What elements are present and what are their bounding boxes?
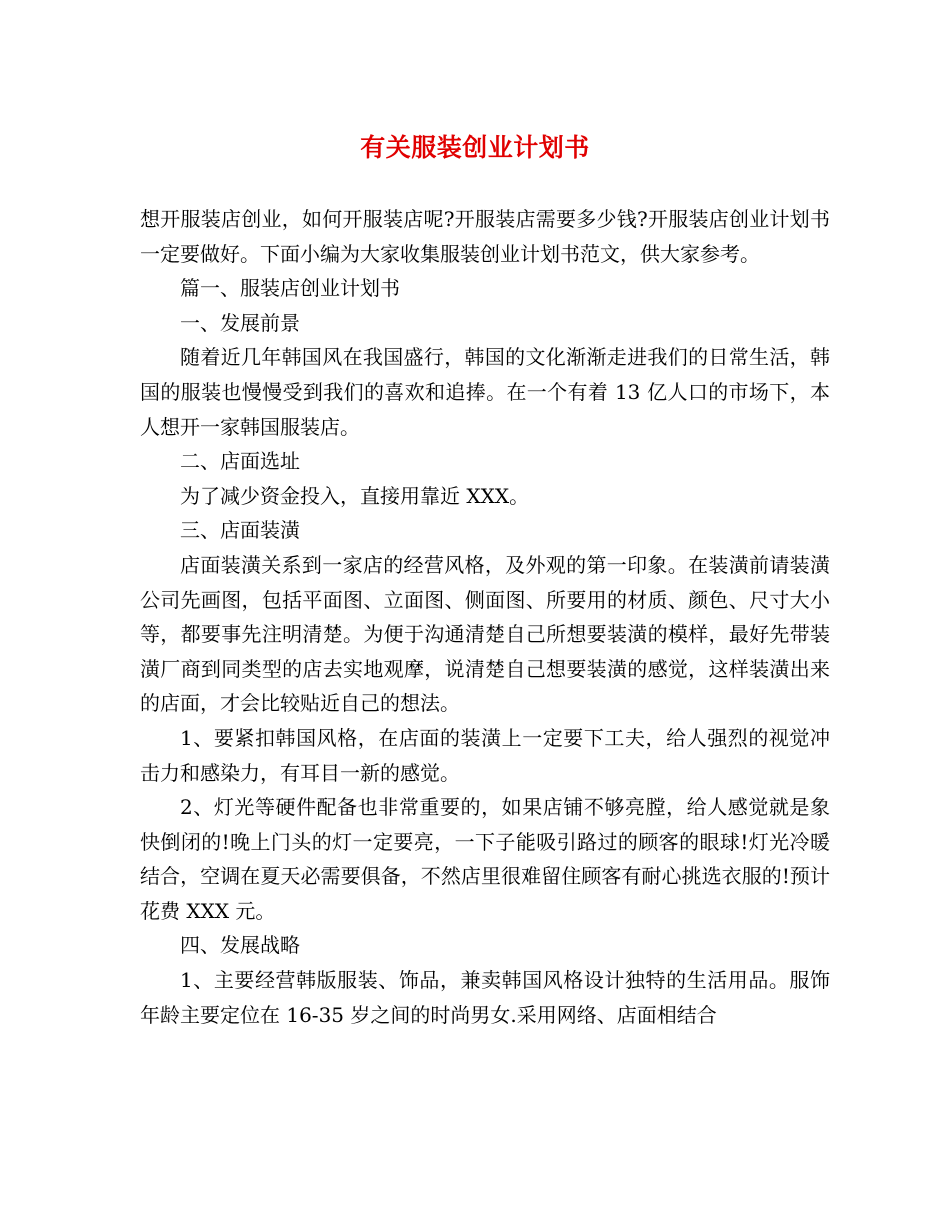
paragraph: 1、主要经营韩版服装、饰品，兼卖韩国风格设计独特的生活用品。服饰年龄主要定位在 16-35 岁之间的时尚男女.采用网络、店面相结合 — [140, 968, 830, 1027]
paragraph: 四、发展战略 — [180, 933, 300, 958]
paragraph: 想开服装店创业，如何开服装店呢?开服装店需要多少钱?开服装店创业计划书一定要做好。下面小编为大家收集服装创业计划书范文，供大家参考。 — [140, 207, 830, 266]
paragraph: 2、灯光等硬件配备也非常重要的，如果店铺不够亮膛，给人感觉就是象快倒闭的!晚上门头的灯一定要亮，一下子能吸引路过的顾客的眼球!灯光冷暖结合，空调在夏天必需要俱备，不然店里很难留住顾客有耐心挑选衣服的!预计花费 XXX 元。 — [140, 795, 830, 923]
paragraph: 1、要紧扣韩国风格，在店面的装潢上一定要下工夫，给人强烈的视觉冲击力和感染力，有耳目一新的感觉。 — [140, 725, 830, 785]
paragraph: 三、店面装潢 — [180, 518, 300, 543]
paragraph: 随着近几年韩国风在我国盛行，韩国的文化渐渐走进我们的日常生活，韩国的服装也慢慢受到我们的喜欢和追捧。在一个有着 13 亿人口的市场下，本人想开一家韩国服装店。 — [140, 345, 830, 439]
paragraph: 篇一、服装店创业计划书 — [180, 276, 400, 301]
document-title: 有关服装创业计划书 — [360, 133, 590, 162]
paragraph: 为了减少资金投入，直接用靠近 XXX。 — [180, 483, 530, 508]
paragraph: 二、店面选址 — [180, 449, 300, 474]
paragraph: 一、发展前景 — [180, 310, 300, 335]
paragraph: 店面装潢关系到一家店的经营风格，及外观的第一印象。在装潢前请装潢公司先画图，包括平面图、立面图、侧面图、所要用的材质、颜色、尺寸大小等，都要事先注明清楚。为便于沟通清楚自己所想要装潢的模样，最好先带装潢厂商到同类型的店去实地观摩，说清楚自己想要装潢的感觉，这样装潢出来的店面，才会比较贴近自己的想法。 — [140, 552, 830, 716]
document-body — [140, 202, 830, 1032]
